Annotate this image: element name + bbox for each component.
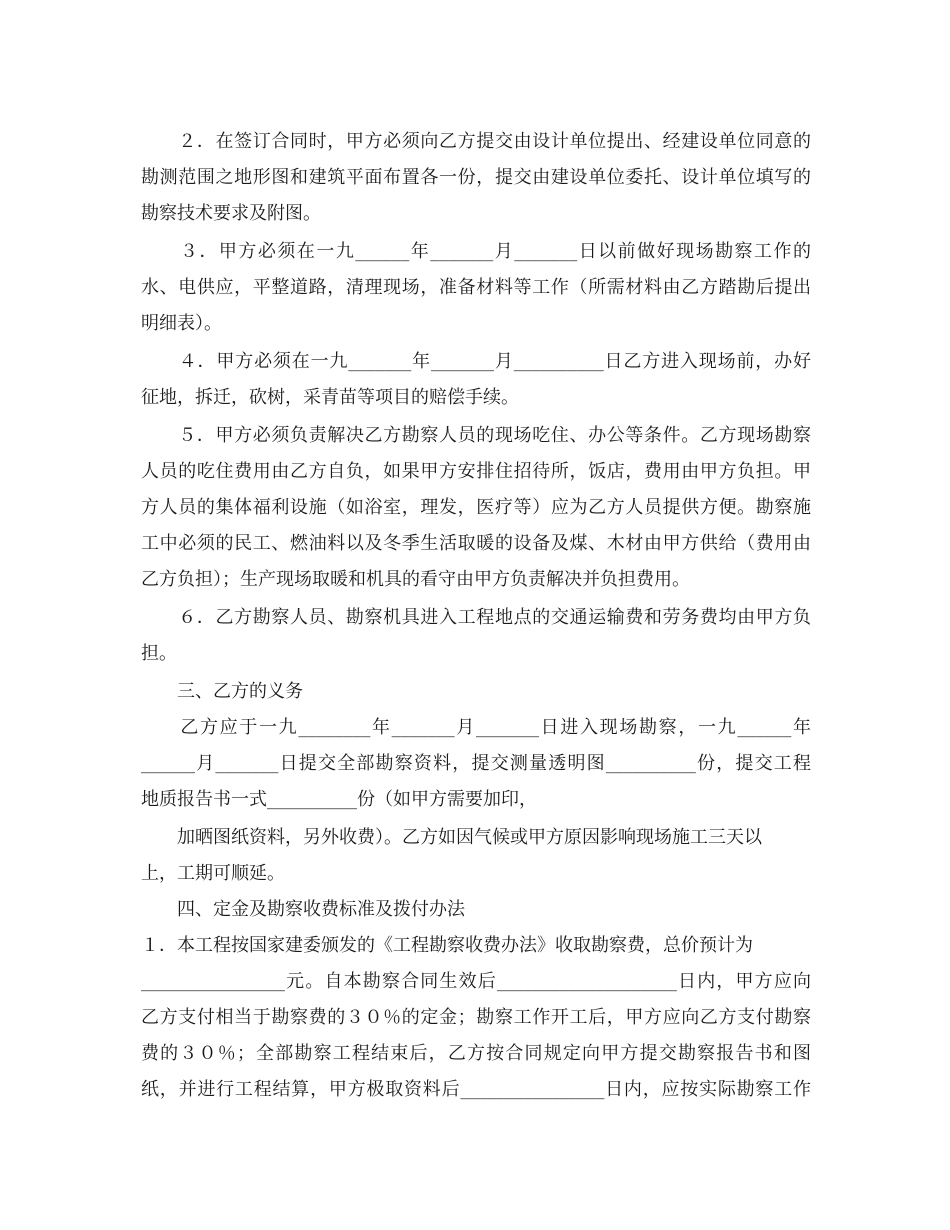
text-line: 乙方负担）；生产现场取暖和机具的看守由甲方负责解决并负担费用。 <box>141 569 690 590</box>
text-line: 工中必须的民工、燃油料以及冬季生活取暖的设备及煤、木材由甲方供给（费用由 <box>141 533 811 554</box>
text-line: 费的３０％；全部勘察工程结束后，乙方按合同规定向甲方提交勘察报告书和图 <box>141 1043 811 1064</box>
text-line: 勘察技术要求及附图。 <box>141 203 321 224</box>
text-line: 乙方应于一九________年_______月_______日进入现场勘察，一九______年 <box>141 717 811 738</box>
text-line: 征地，拆迁，砍树，采青苗等项目的赔偿手续。 <box>141 387 519 408</box>
text-line: 勘测范围之地形图和建筑平面布置各一份，提交由建设单位委托、设计单位填写的 <box>141 167 811 188</box>
text-line: 方人员的集体福利设施（如浴室，理发，医疗等）应为乙方人员提供方便。勘察施 <box>141 497 811 518</box>
text-line: 上，工期可顺延。 <box>141 863 285 884</box>
text-line: １．本工程按国家建委颁发的《工程勘察收费办法》收取勘察费，总价预计为 <box>141 935 753 956</box>
section-heading: 三、乙方的义务 <box>141 681 303 702</box>
text-line: ２．在签订合同时，甲方必须向乙方提交由设计单位提出、经建设单位同意的 <box>141 131 811 152</box>
text-line: ５．甲方必须负责解决乙方勘察人员的现场吃住、办公等条件。乙方现场勘察 <box>141 425 811 446</box>
text-line: 担。 <box>141 643 177 664</box>
text-line: 纸，并进行工程结算，甲方极取资料后________________日内，应按实际勘察工作 <box>141 1079 811 1100</box>
text-line: ________________元。自本勘察合同生效后____________________日内，甲方应向 <box>141 971 811 992</box>
text-line: 水、电供应，平整道路，清理现场，准备材料等工作（所需材料由乙方踏勘后提出 <box>141 277 811 298</box>
text-line: 乙方支付相当于勘察费的３０％的定金；勘察工作开工后，甲方应向乙方支付勘察 <box>141 1007 811 1028</box>
text-line: 地质报告书一式__________份（如甲方需要加印， <box>141 789 537 810</box>
section-heading: 四、定金及勘察收费标准及拨付办法 <box>141 899 465 920</box>
text-line: 明细表）。 <box>141 313 222 334</box>
text-line: ６．乙方勘察人员、勘察机具进入工程地点的交通运输费和劳务费均由甲方负 <box>141 607 811 628</box>
text-line: 加晒图纸资料，另外收费）。乙方如因气候或甲方原因影响现场施工三天以 <box>141 827 762 848</box>
text-line: ______月_______日提交全部勘察资料，提交测量透明图__________份，提交工程 <box>141 753 811 774</box>
text-line: ３．甲方必须在一九______年_______月_______日以前做好现场勘察工作的 <box>141 241 811 262</box>
text-line: ４．甲方必须在一九_______年_______月__________日乙方进入现场前，办好 <box>141 351 811 372</box>
text-line: 人员的吃住费用由乙方自负，如果甲方安排住招待所，饭店，费用由甲方负担。甲 <box>141 461 811 482</box>
